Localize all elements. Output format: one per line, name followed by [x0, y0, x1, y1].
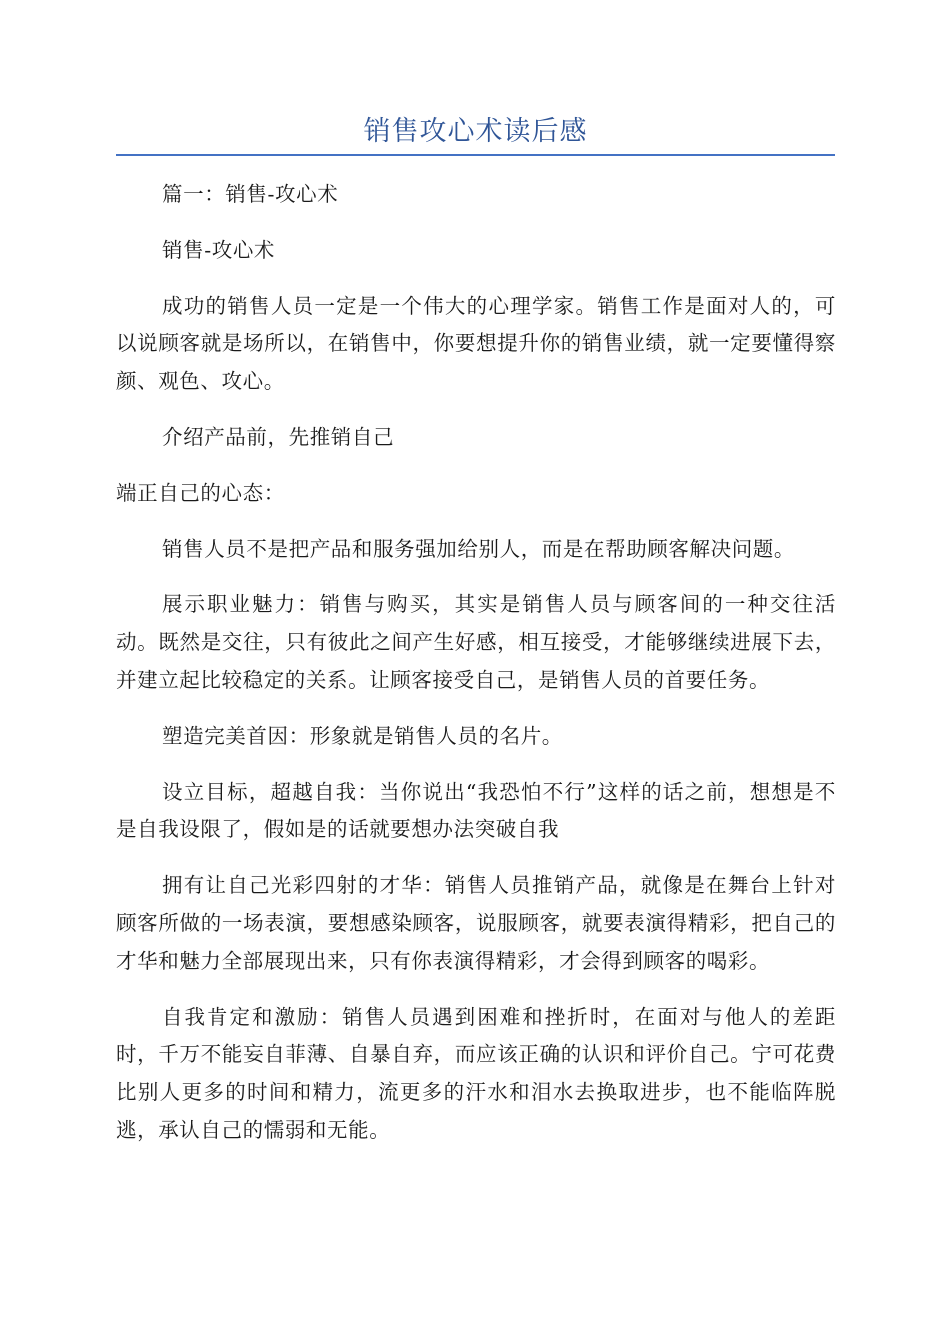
paragraph: 介绍产品前，先推销自己	[162, 424, 395, 449]
paragraph: 销售-攻心术	[162, 237, 276, 262]
paragraph: 展示职业魅力：销售与购买，其实是销售人员与顾客间的一种交往活动。既然是交往，只有彼此之间产生好感，相互接受，才能够继续进展下去，并建立起比较稳定的关系。让顾客接受自己，是销售人员的首要任务。	[116, 592, 836, 692]
document-title: 销售攻心术读后感	[363, 116, 588, 147]
paragraph: 成功的销售人员一定是一个伟大的心理学家。销售工作是面对人的，可以说顾客就是场所以，在销售中，你要想提升你的销售业绩，就一定要懂得察颜、观色、攻心。	[116, 293, 836, 394]
paragraph: 自我肯定和激励：销售人员遇到困难和挫折时，在面对与他人的差距时，千万不能妄自菲薄、自暴自弃，而应该正确的认识和评价自己。宁可花费比别人更多的时间和精力，流更多的汗水和泪水去换取进步，也不能临阵脱逃，承认自己的懦弱和无能。	[116, 1004, 836, 1142]
title-underline	[116, 154, 835, 156]
document-body	[116, 176, 836, 1168]
paragraph: 塑造完美首因：形象就是销售人员的名片。	[162, 723, 563, 748]
paragraph: 设立目标，超越自我：当你说出“我恐怕不行”这样的话之前，想想是不是自我设限了，假如是的话就要想办法突破自我	[116, 779, 836, 842]
paragraph: 端正自己的心态：	[116, 480, 285, 505]
paragraph: 销售人员不是把产品和服务强加给别人，而是在帮助顾客解决问题。	[162, 536, 795, 561]
paragraph: 拥有让自己光彩四射的才华：销售人员推销产品，就像是在舞台上针对顾客所做的一场表演，要想感染顾客，说服顾客，就要表演得精彩，把自己的才华和魅力全部展现出来，只有你表演得精彩，才会得到顾客的喝彩。	[116, 873, 836, 973]
paragraph: 篇一：销售-攻心术	[162, 182, 339, 206]
